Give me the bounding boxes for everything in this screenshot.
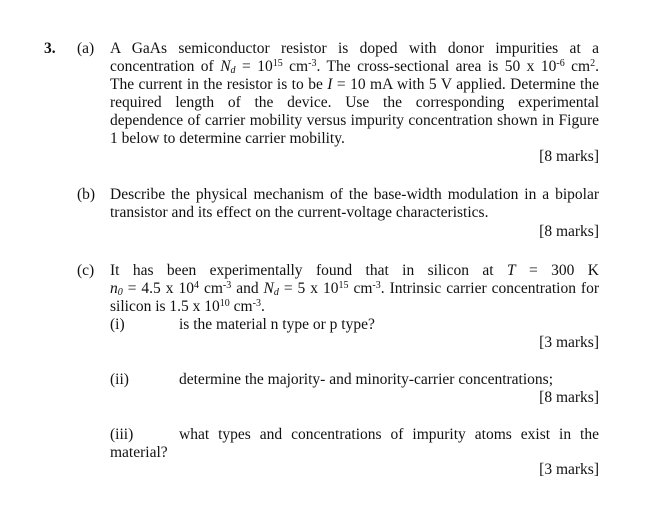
part-c-line-2: $n_0 = 4.5$ x $10^4$ $cm^{-3}$ and $N_d = 5$ x $10^{15}$ $cm^{-3}$. Intrinsic carrier concentration for	[110, 280, 599, 298]
part-b-line-1: Describe the physical mechanism of the base-width modulation in a bipolar	[110, 186, 599, 203]
part-a-label: (a)	[77, 40, 95, 57]
part-a-line-1: A GaAs semiconductor resistor is doped with donor impurities at a	[110, 40, 599, 57]
part-a-line-3: The current in the resistor is to be I = 10 mA with 5 V applied. Determine the	[110, 76, 599, 93]
part-c-line-1: It has been experimentally found that in silicon at T = 300 K	[110, 262, 599, 279]
subpart-ii-text: determine the majority- and minority-carrier concentrations;	[179, 371, 554, 388]
subpart-ii-label: (ii)	[110, 371, 129, 388]
subpart-iii-label: (iii)	[110, 426, 134, 443]
subpart-i-label: (i)	[110, 316, 125, 333]
part-b-line-2: transistor and its effect on the current-voltage characteristics.	[110, 204, 489, 221]
part-b-marks: [8 marks]	[539, 223, 599, 240]
part-b-label: (b)	[77, 186, 96, 203]
subpart-iii-marks: [3 marks]	[539, 461, 599, 478]
subpart-ii-marks: [8 marks]	[539, 389, 599, 406]
subpart-iii-text: what types and concentrations of impurity atoms exist in the	[179, 426, 599, 443]
part-a-line-4: required length of the device. Use the corresponding experimental	[110, 94, 599, 111]
part-a-line-2: concentration of $N_d = 10^{15}$ $cm^{-3}$. The cross-sectional area is 50 x $10^{-6}$ $cm^2$.	[110, 58, 599, 76]
part-c-label: (c)	[77, 262, 95, 279]
question-number: 3.	[44, 40, 56, 57]
part-a-line-6: 1 below to determine carrier mobility.	[110, 130, 345, 147]
part-c-line-3: silicon is 1.5 x $10^{10}$ $cm^{-3}$.	[110, 298, 265, 315]
part-a-line-5: dependence of carrier mobility versus impurity concentration shown in Figure	[110, 112, 599, 129]
subpart-i-text: is the material n type or p type?	[179, 316, 375, 333]
subpart-i-marks: [3 marks]	[539, 334, 599, 351]
subpart-iii-continuation: material?	[110, 444, 168, 461]
part-a-marks: [8 marks]	[539, 148, 599, 165]
